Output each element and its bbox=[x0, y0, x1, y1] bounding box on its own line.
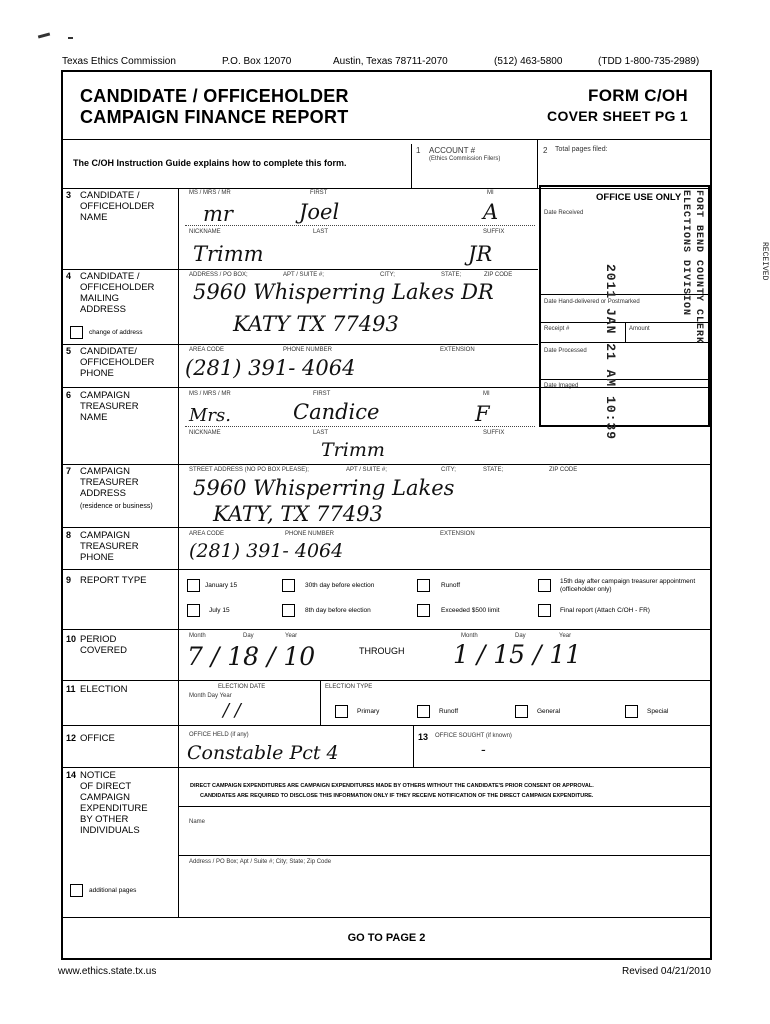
scan-mark bbox=[38, 32, 50, 38]
s6-num: 6 bbox=[66, 390, 72, 400]
s6-mi-value[interactable]: F bbox=[475, 402, 490, 426]
s14-num: 14 bbox=[66, 770, 77, 780]
additional-pages-label: additional pages bbox=[89, 887, 137, 894]
report-jul15-checkbox[interactable] bbox=[187, 604, 200, 617]
s10-from-month-label: Month bbox=[189, 633, 206, 639]
s3-ms-value[interactable]: mr bbox=[203, 202, 233, 226]
header-org: Texas Ethics Commission bbox=[62, 56, 176, 67]
notice-line2: CANDIDATES ARE REQUIRED TO DISCLOSE THIS INFORMATION ONLY IF THEY RECEIVE NOTIFICATION OF THE DIRECT CAMPAIGN EXPENDITURE. bbox=[200, 793, 594, 799]
s11-date-value[interactable]: / / bbox=[223, 700, 241, 721]
report-8day-checkbox[interactable] bbox=[282, 604, 295, 617]
s9-label: REPORT TYPE bbox=[80, 575, 147, 586]
s7-state-label: STATE; bbox=[483, 467, 504, 473]
s4-city-label: CITY; bbox=[380, 272, 395, 278]
report-15day-label: 15th day after campaign treasurer appointment (officeholder only) bbox=[560, 578, 696, 593]
s11-date-label: ELECTION DATE bbox=[218, 684, 266, 690]
cover-sheet-label: COVER SHEET PG 1 bbox=[547, 108, 688, 124]
account-sub: (Ethics Commission Filers) bbox=[429, 156, 501, 162]
pages-num: 2 bbox=[543, 146, 548, 155]
s7-zip-label: ZIP CODE bbox=[549, 467, 578, 473]
s10-through: THROUGH bbox=[359, 646, 405, 656]
report-8day-label: 8th day before election bbox=[305, 607, 371, 614]
title-line2: CAMPAIGN FINANCE REPORT bbox=[80, 107, 349, 127]
s4-num: 4 bbox=[66, 271, 72, 281]
election-runoff-checkbox[interactable] bbox=[417, 705, 430, 718]
office-sought-label: OFFICE SOUGHT (if known) bbox=[435, 733, 512, 739]
office-sought-value[interactable]: - bbox=[481, 742, 486, 758]
s10-label: PERIOD COVERED bbox=[80, 634, 127, 656]
s4-label: CANDIDATE / OFFICEHOLDER MAILING ADDRESS bbox=[80, 271, 155, 315]
receipt-label: Receipt # bbox=[544, 326, 570, 332]
s4-address-line2[interactable]: KATY TX 77493 bbox=[233, 312, 399, 336]
s4-address-line1[interactable]: 5960 Whisperring Lakes DR bbox=[193, 280, 494, 304]
footer-revised: Revised 04/21/2010 bbox=[622, 966, 711, 977]
s6-label: CAMPAIGN TREASURER NAME bbox=[80, 390, 139, 423]
election-special-label: Special bbox=[647, 708, 669, 715]
s7-address-line2[interactable]: KATY, TX 77493 bbox=[213, 502, 383, 526]
s5-phone-label: PHONE NUMBER bbox=[283, 347, 333, 353]
s11-mdy-label: Month Day Year bbox=[189, 693, 232, 699]
report-exceeded-label: Exceeded $500 limit bbox=[441, 607, 500, 614]
scan-mark bbox=[68, 37, 73, 39]
received-stamp bbox=[603, 264, 618, 440]
s10-to-month-label: Month bbox=[461, 633, 478, 639]
s10-to-year-label: Year bbox=[559, 633, 572, 639]
report-final-checkbox[interactable] bbox=[538, 604, 551, 617]
stamp-received: RECEIVED bbox=[760, 242, 769, 281]
s9-num: 9 bbox=[66, 575, 72, 585]
s8-num: 8 bbox=[66, 530, 72, 540]
go-to-page-2: GO TO PAGE 2 bbox=[347, 932, 426, 944]
s7-label: CAMPAIGN TREASURER ADDRESS bbox=[80, 466, 139, 499]
election-runoff-label: Runoff bbox=[439, 708, 459, 715]
s10-to-day-label: Day bbox=[515, 633, 526, 639]
amount-label: Amount bbox=[629, 326, 650, 332]
election-general-checkbox[interactable] bbox=[515, 705, 528, 718]
s3-ms-label: MS / MRS / MR bbox=[189, 190, 231, 196]
s6-nick-label: NICKNAME bbox=[189, 430, 221, 436]
s8-phone-value[interactable]: (281) 391- 4064 bbox=[189, 540, 344, 562]
election-special-checkbox[interactable] bbox=[625, 705, 638, 718]
change-of-address-label: change of address bbox=[89, 329, 143, 336]
office-held-label: OFFICE HELD (if any) bbox=[189, 732, 249, 738]
stamp-county: FORT BEND COUNTY CLERK bbox=[693, 190, 704, 345]
stamp-clerk: 2011 JAN 21 AM 10:39 bbox=[603, 264, 618, 441]
s5-phone-value[interactable]: (281) 391- 4064 bbox=[185, 356, 356, 380]
s3-last-label: LAST bbox=[313, 229, 329, 235]
s7-address-line1[interactable]: 5960 Whisperring Lakes bbox=[193, 476, 455, 500]
s5-area-label: AREA CODE bbox=[189, 347, 225, 353]
change-of-address-checkbox[interactable] bbox=[70, 326, 83, 339]
s14-name-label: Name bbox=[189, 819, 206, 825]
s7-num: 7 bbox=[66, 466, 72, 476]
report-15day-checkbox[interactable] bbox=[538, 579, 551, 592]
date-processed-label: Date Processed bbox=[544, 348, 587, 354]
s6-suffix-label: SUFFIX bbox=[483, 430, 505, 436]
report-runoff-label: Runoff bbox=[441, 582, 461, 589]
s3-suffix-value[interactable]: JR bbox=[468, 242, 493, 266]
s4-apt-label: APT / SUITE #; bbox=[283, 272, 324, 278]
stamp-division: ELECTIONS DIVISION bbox=[680, 190, 691, 317]
election-primary-checkbox[interactable] bbox=[335, 705, 348, 718]
s8-phone-label: PHONE NUMBER bbox=[285, 531, 335, 537]
s10-from-year-label: Year bbox=[285, 633, 298, 639]
account-num: 1 bbox=[416, 146, 421, 155]
office-held-value[interactable]: Constable Pct 4 bbox=[187, 742, 339, 764]
s4-state-label: STATE; bbox=[441, 272, 462, 278]
campaign-finance-form bbox=[61, 70, 769, 960]
report-jan15-label: January 15 bbox=[205, 582, 238, 589]
report-30day-checkbox[interactable] bbox=[282, 579, 295, 592]
hand-delivered-label: Date Hand-delivered or Postmarked bbox=[544, 299, 640, 305]
s6-first-label: FIRST bbox=[313, 391, 331, 397]
s6-ms-value[interactable]: Mrs. bbox=[189, 405, 231, 426]
s7-note: (residence or business) bbox=[80, 503, 153, 510]
s14-label: NOTICE OF DIRECT CAMPAIGN EXPENDITURE BY OTHER INDIVIDUALS bbox=[80, 770, 148, 836]
date-received-label: Date Received bbox=[544, 210, 584, 216]
s6-last-label: LAST bbox=[313, 430, 329, 436]
header-city: Austin, Texas 78711-2070 bbox=[333, 56, 448, 67]
header-phone: (512) 463-5800 bbox=[494, 56, 563, 67]
s6-mi-label: MI bbox=[483, 391, 490, 397]
s3-label: CANDIDATE / OFFICEHOLDER NAME bbox=[80, 190, 155, 223]
s4-addr-label: ADDRESS / PO BOX; bbox=[189, 272, 248, 278]
s13-num: 13 bbox=[418, 732, 429, 742]
header-tdd: (TDD 1-800-735-2989) bbox=[598, 56, 700, 67]
s3-mi-value[interactable]: A bbox=[483, 200, 499, 224]
s10-from-date[interactable]: 7 / 18 / 10 bbox=[187, 642, 316, 671]
s3-mi-label: MI bbox=[487, 190, 494, 196]
s4-zip-label: ZIP CODE bbox=[484, 272, 513, 278]
s11-type-label: ELECTION TYPE bbox=[325, 684, 373, 690]
s11-num: 11 bbox=[66, 684, 76, 694]
s12-label: OFFICE bbox=[80, 733, 115, 744]
s10-from-day-label: Day bbox=[243, 633, 254, 639]
s7-addr-label: STREET ADDRESS (NO PO BOX PLEASE); bbox=[189, 467, 309, 473]
s10-num: 10 bbox=[66, 634, 77, 644]
s8-label: CAMPAIGN TREASURER PHONE bbox=[80, 530, 139, 563]
s3-first-value[interactable]: Joel bbox=[299, 200, 340, 224]
s6-ms-label: MS / MRS / MR bbox=[189, 391, 231, 397]
election-primary-label: Primary bbox=[357, 708, 380, 715]
additional-pages-checkbox[interactable] bbox=[70, 884, 83, 897]
s7-apt-label: APT / SUITE #; bbox=[346, 467, 387, 473]
s5-num: 5 bbox=[66, 346, 72, 356]
report-jan15-checkbox[interactable] bbox=[187, 579, 200, 592]
pages-label: Total pages filed: bbox=[555, 146, 608, 153]
date-imaged-label: Date Imaged bbox=[544, 383, 579, 389]
s3-first-label: FIRST bbox=[310, 190, 328, 196]
footer-url[interactable]: www.ethics.state.tx.us bbox=[58, 966, 157, 977]
s14-address-label: Address / PO Box; Apt / Suite #; City; State; Zip Code bbox=[189, 859, 332, 865]
s3-nick-label: NICKNAME bbox=[189, 229, 221, 235]
report-jul15-label: July 15 bbox=[209, 607, 230, 614]
election-general-label: General bbox=[537, 708, 561, 715]
s3-last-value[interactable]: Trimm bbox=[193, 242, 264, 266]
report-30day-label: 30th day before election bbox=[305, 582, 375, 589]
s5-label: CANDIDATE/ OFFICEHOLDER PHONE bbox=[80, 346, 155, 379]
s3-num: 3 bbox=[66, 190, 72, 200]
s5-ext-label: EXTENSION bbox=[440, 347, 475, 353]
s12-num: 12 bbox=[66, 733, 77, 743]
s7-city-label: CITY; bbox=[441, 467, 456, 473]
s8-area-label: AREA CODE bbox=[189, 531, 225, 537]
s6-first-value[interactable]: Candice bbox=[293, 400, 380, 424]
report-final-label: Final report (Attach C/OH - FR) bbox=[560, 607, 650, 614]
s8-ext-label: EXTENSION bbox=[440, 531, 475, 537]
instruction-text: The C/OH Instruction Guide explains how to complete this form. bbox=[73, 158, 347, 168]
s11-label: ELECTION bbox=[80, 684, 128, 695]
account-label: ACCOUNT # bbox=[429, 146, 476, 155]
header-pobox: P.O. Box 12070 bbox=[222, 56, 292, 67]
form-id: FORM C/OH bbox=[588, 86, 688, 105]
office-use-title: OFFICE USE ONLY bbox=[596, 192, 682, 203]
title-line1: CANDIDATE / OFFICEHOLDER bbox=[80, 86, 349, 106]
notice-line1: DIRECT CAMPAIGN EXPENDITURES ARE CAMPAIGN EXPENDITURES MADE BY OTHERS WITHOUT THE CANDIDATE'S PRIOR CONSENT OR APPROVAL. bbox=[190, 783, 594, 789]
report-runoff-checkbox[interactable] bbox=[417, 579, 430, 592]
s6-last-value[interactable]: Trimm bbox=[321, 439, 385, 461]
s10-to-date[interactable]: 1 / 15 / 11 bbox=[453, 640, 582, 669]
s3-suffix-label: SUFFIX bbox=[483, 229, 505, 235]
report-exceeded-checkbox[interactable] bbox=[417, 604, 430, 617]
